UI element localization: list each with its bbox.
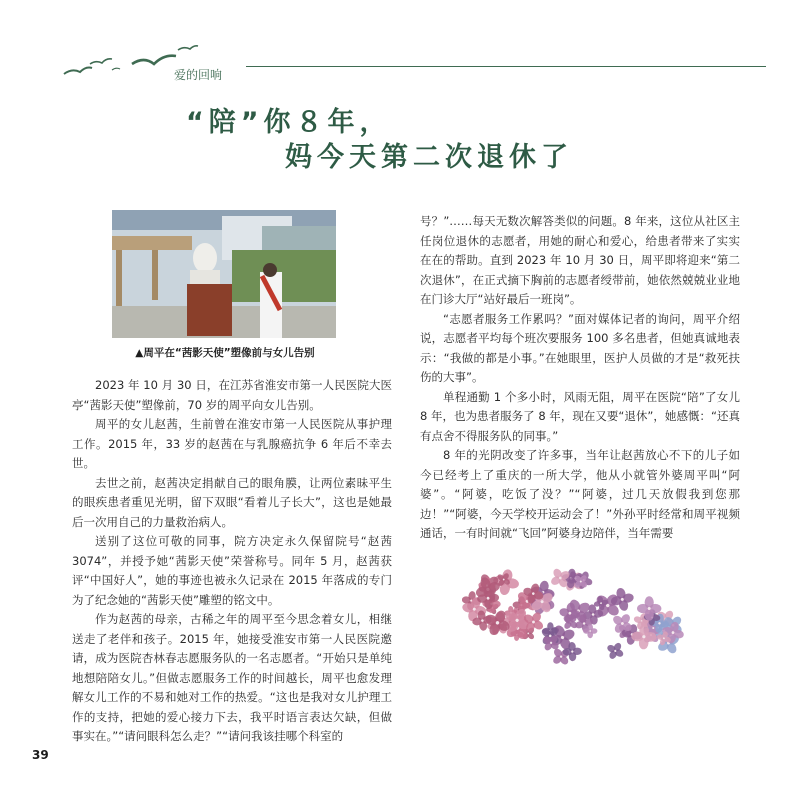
flower-floret [603,639,627,663]
page-number: 39 [32,748,49,762]
paragraph: “志愿者服务工作累吗？”面对媒体记者的询问，周平介绍说，志愿者平均每个班次要服务 100 多名患者，但她真诚地表示：“我做的都是小事。”在她眼里，医护人员做的才是“救死扶伤的大事”。 [420,311,740,384]
photo-caption: ▲周平在“茜影天使”塑像前与女儿告别 [135,347,315,359]
body-left-column [72,376,392,747]
article-title-line1: “陪”你８年， [186,107,392,138]
paragraph: 送别了这位可敬的同事，院方决定永久保留院号“赵茜 3074”，并授予她“茜影天使”荣誉称号。同年 5 月，赵茜获评“中国好人”，她的事迹也被永久记录在 2015 年落成的专门为了纪念她的“茜影天使”雕塑的铭文中。 [72,534,392,607]
paragraph: 2023 年 10 月 30 日，在江苏省淮安市第一人民医院大医亭“茜影天使”塑像前，70 岁的周平向女儿告别。 [72,378,392,412]
article-title-line2: 妈今天第二次退休了 [285,142,573,173]
paragraph: 号？”……每天无数次解答类似的问题。8 年来，这位从社区主任岗位退休的志愿者，用她的耐心和爱心，给患者带来了实实在在的帮助。直到 2023 年 10 月 30 日，周平即将迎来“第二次退休”，在正式摘下胸前的志愿者绶带前，她依然兢兢业业地在门诊大厅“站好最后一班岗”。 [420,214,740,306]
body-right-column [420,212,740,544]
paragraph: 单程通勤 1 个多小时，风雨无阻，周平在医院“陪”了女儿 8 年，也为患者服务了 8 年，现在又要“退休”，她感慨：“还真有点舍不得服务队的同事。” [420,389,740,443]
paragraph: 作为赵茜的母亲，古稀之年的周平至今思念着女儿，相继送走了老伴和孩子。2015 年，她接受淮安市第一人民医院邀请，成为医院杏林春志愿服务队的一名志愿者。“开始只是单纯地想陪陪女儿。”但做志愿服务工作的时间越长，周平也愈发理解女儿工作的不易和她对工作的热爱。“这也是我对女儿护理工作的支持，把她的爱心接力下去，我平时语言表达欠缺，但做事实在。”“请问眼科怎么走？”“请问我该挂哪个科室的 [72,612,392,743]
paragraph: 8 年的光阴改变了许多事，当年让赵茜放心不下的儿子如今已经考上了重庆的一所大学，他从小就管外婆周平叫“阿婆”。“阿婆，吃饭了没？”“阿婆，过几天放假我到您那边！”“阿婆，今天学校开运动会了！”外孙平时经常和周平视频通话，一有时间就“飞回”阿婆身边陪伴，当年需要 [420,448,740,540]
header-divider [246,66,766,67]
pressed-flowers-decoration [462,562,692,684]
paragraph: 周平的女儿赵茜，生前曾在淮安市第一人民医院从事护理工作。2015 年，33 岁的赵茜在与乳腺癌抗争 6 年后不幸去世。 [72,417,392,470]
paragraph: 去世之前，赵茜决定捐献自己的眼角膜，让两位素昧平生的眼疾患者重见光明，留下双眼“看着儿子长大”，这也是她最后一次用自己的力量救治病人。 [72,475,392,529]
section-label: 爱的回响 [174,68,223,82]
article-photo [112,210,336,338]
